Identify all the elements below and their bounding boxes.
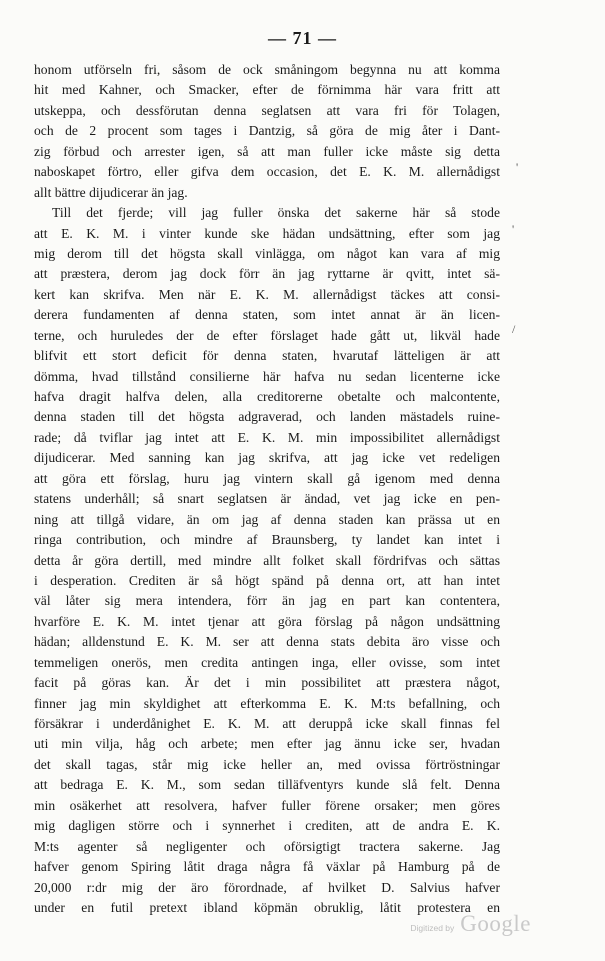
text-line: finner jag min skyldighet att efterkomma E. K. M:ts befallning, och (34, 695, 500, 711)
text-line: väl låter sig mera intendera, förr än jag en part kan contentera, (34, 593, 500, 609)
text-line: facit på göras kan. Är det i min possibilitet att præstera något, (34, 675, 500, 691)
text-line: min osäkerhet att resolvera, hafver fuller förene orsaker; men göres (34, 797, 500, 813)
text-line: naboskapet förtro, eller gifva dem occasion, det E. K. M. allernådigst (34, 164, 500, 180)
text-line: detta år göra dertill, med mindre allt folket skall fördrifvas och sättas (34, 552, 500, 568)
text-line: utskeppa, och dessförutan denna seglatsen att vara fri för Tolagen, (34, 102, 500, 118)
text-line: hvarföre E. K. M. intet tjenar att göra förslag på någon undsättning (34, 613, 500, 629)
text-line: denna staden till det högsta adgraverad, och landen mästadels ruine- (34, 409, 500, 425)
text-line: mig derom till det högsta skall vinlägga, om något kan vara af mig (34, 245, 500, 261)
text-line: uti min vilja, håg och arbete; men efter jag ännu icke ser, hvadan (34, 736, 500, 752)
text-line: hafver genom Spiring låtit draga några få växlar på Hamburg på de (34, 859, 500, 875)
page-number: — 71 — (268, 28, 337, 48)
margin-mark: ' (516, 160, 519, 174)
text-line: 20,000 r:dr mig der äro förordnade, af hvilket D. Salvius hafver (34, 879, 500, 895)
google-logo: Google (460, 911, 531, 936)
margin-mark: / (512, 322, 516, 336)
text-line: mig dagligen större och i synnerhet i crediten, att de andra E. K. (34, 818, 500, 834)
text-line: att præstera, derom jag dock förr än jag ryttarne är qvitt, intet sä- (34, 266, 500, 282)
text-line: det skall tagas, står mig icke heller an, med ovissa förtröstningar (34, 756, 500, 772)
text-line: dijudicerar. Med sanning kan jag skrifva, att jag icke vet redeligen (34, 450, 500, 466)
digitized-by-label: Digitized by (410, 923, 455, 933)
text-line: ringa contribution, och mindre af Braunsberg, ty landet kan intet i (34, 532, 500, 548)
text-line: hit med Kahner, och Smacker, efter de förnimma här vara fritt att (34, 82, 500, 98)
text-line: att E. K. M. i vinter kunde ske hädan undsättning, efter som jag (34, 225, 500, 241)
text-line: derera fundamenten af denna staten, som intet annat är än licen- (34, 307, 500, 323)
text-line: att bedraga E. K. M., som sedan tilläfventyrs kunde slå felt. Denna (34, 777, 500, 793)
text-line: i desperation. Crediten är så högt spänd på denna ort, att han intet (34, 572, 500, 588)
text-line: blifvit ett stort deficit för denna staten, hvarutaf lätteligen är att (34, 348, 500, 364)
text-line: allt bättre dijudicerar än jag. (34, 184, 188, 200)
text-line: att göra ett förslag, huru jag vintern skall gå igenom med denna (34, 470, 500, 486)
text-line: och de 2 procent som tages i Dantzig, så göra de mig åter i Dant- (34, 123, 500, 139)
text-line: rade; då tviflar jag intet att E. K. M. min impossibilitet allernådigst (34, 429, 500, 445)
text-line: temmeligen onerös, men credita antingen inga, eller ovisse, som intet (34, 654, 500, 670)
text-line: statens underhåll; så snart seglatsen är ändad, vet jag icke en pen- (34, 491, 500, 507)
text-line: under en futil pretext ibland köpmän obruklig, låtit protestera en (34, 899, 500, 915)
text-line: kert kan skrifva. Men när E. K. M. allernådigst täckes att consi- (34, 286, 500, 302)
text-line: hafva dragit halfva delen, alla creditorerne obetalte och malcontente, (34, 389, 500, 404)
google-watermark (410, 911, 531, 937)
text-line: hädan; alldenstund E. K. M. ser att denna stats debita äro visse och (34, 634, 500, 650)
text-line: terne, och huruledes der de efter förslaget hade gått ut, likväl hade (34, 327, 500, 343)
margin-mark: ' (512, 222, 515, 236)
text-line: dömma, hvad tillstånd consilierne här hafva nu sedan licenterne icke (34, 368, 500, 384)
text-line: zig förbud och arrester igen, så att man fuller icke måste sig detta (34, 143, 500, 159)
text-line: honom utförseln fri, såsom de ock småningom begynna nu att komma (34, 62, 500, 77)
text-line: ning att tillgå vidare, än om jag af denna staden kan prässa ut en (34, 511, 500, 527)
body-text (34, 60, 500, 918)
text-line: Till det fjerde; vill jag fuller önska det sakerne här så stode (52, 205, 500, 221)
text-line: M:ts agenter så negligenter och oförsigtigt tractera sakerne. Jag (34, 838, 500, 854)
text-line: försäkrar i underdånighet E. K. M. att deruppå icke skall finnas fel (34, 716, 500, 731)
